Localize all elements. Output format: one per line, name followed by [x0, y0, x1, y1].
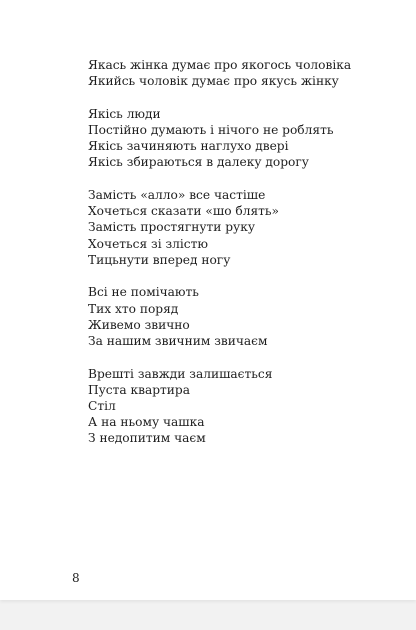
poem-line: Якісь збираються в далеку дорогу: [88, 155, 309, 170]
poem-line: Стіл: [88, 399, 116, 414]
stanza-2: [88, 106, 398, 171]
poem-line: Замість «алло» все частіше: [88, 188, 266, 202]
poem-line: Пуста квартира: [88, 382, 190, 397]
poem-line: Врешті завжди залишається: [88, 366, 273, 381]
page-number: 8: [72, 571, 80, 585]
poem-line: З недопитим чаєм: [88, 431, 206, 446]
poem-line: Тицьнути вперед ногу: [88, 252, 231, 267]
poem-line: Якісь зачиняють наглухо двері: [88, 139, 289, 154]
poem-line: Якийсь чоловік думає про якусь жінку: [88, 74, 339, 89]
stanza-3: [88, 187, 398, 268]
poem-line: Постійно думають і нічого не роблять: [88, 123, 334, 137]
stanza-1: [88, 57, 398, 89]
stanza-4: [88, 284, 398, 349]
poem-line: Якась жінка думає про якогось чоловіка: [88, 58, 352, 72]
poem-line: Тих хто поряд: [88, 301, 179, 316]
poem: [88, 57, 398, 463]
poem-line: За нашим звичним звичаєм: [88, 334, 268, 349]
poem-line: Живемо звично: [88, 317, 190, 332]
poem-line: Якісь люди: [88, 106, 161, 121]
poem-line: Хочеться сказати «шо блять»: [88, 204, 280, 219]
stanza-5: [88, 366, 398, 447]
poem-line: Замість простягнути руку: [88, 220, 256, 235]
poem-line: Хочеться зі злістю: [88, 236, 208, 251]
poem-line: Всі не помічають: [88, 285, 199, 300]
poem-line: А на ньому чашка: [88, 415, 205, 430]
